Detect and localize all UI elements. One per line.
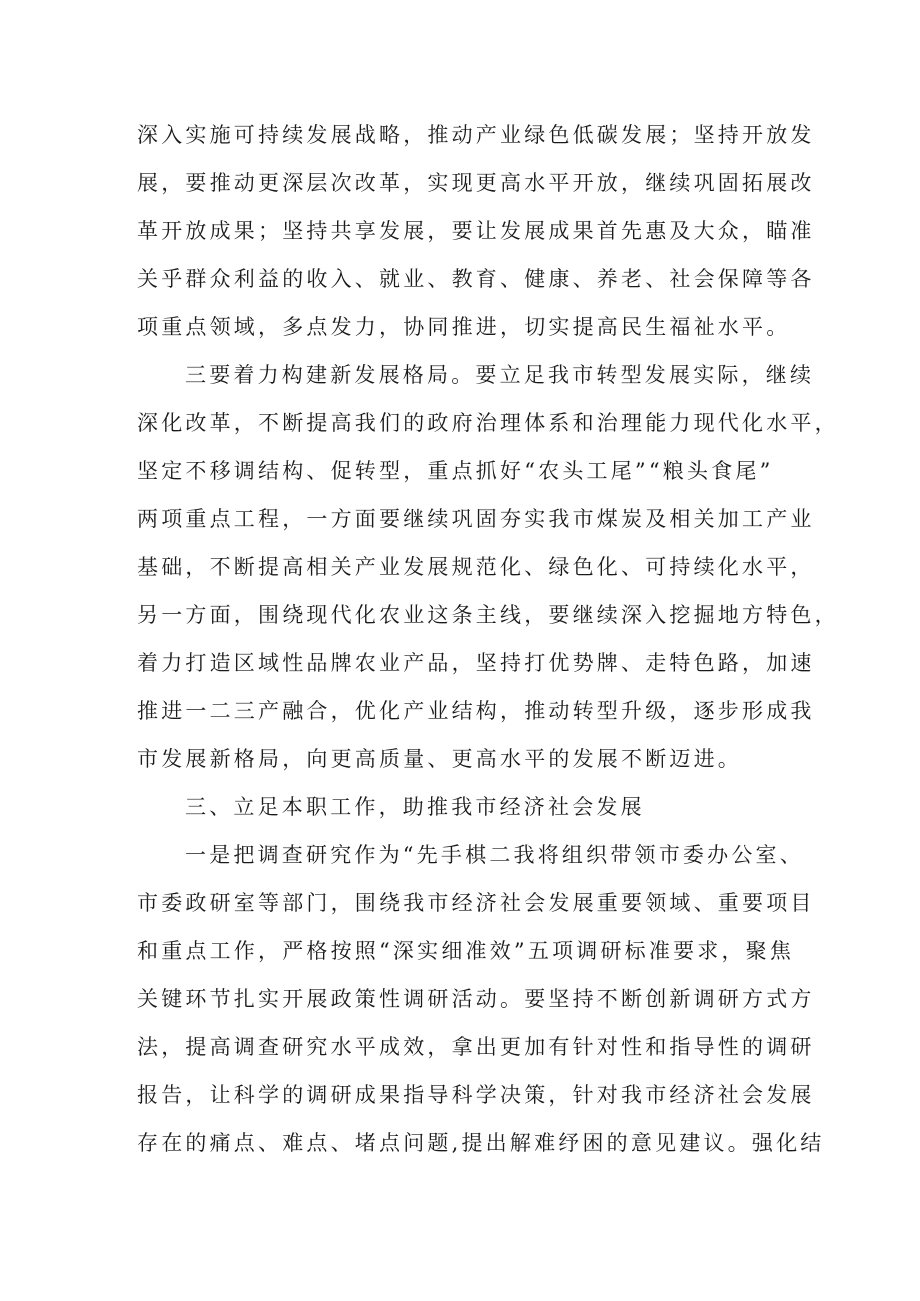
paragraph-line: 关键环节扎实开展政策性调研活动。要坚持不断创新调研方式方	[137, 987, 815, 1011]
paragraph-line: 一是把调查研究作为“先手棋二我将组织带领市委办公室、	[185, 843, 804, 867]
paragraph-line: 展，要推动更深层次改革，实现更高水平开放，继续巩固拓展改	[137, 171, 815, 195]
paragraph-line: 两项重点工程，一方面要继续巩固夯实我市煤炭及相关加工产业	[137, 507, 815, 531]
paragraph-line: 深入实施可持续发展战略，推动产业绿色低碳发展；坚持开放发	[137, 123, 815, 147]
paragraph-line: 市委政研室等部门，围绕我市经济社会发展重要领域、重要项目	[137, 891, 815, 915]
paragraph-line: 三要着力构建新发展格局。要立足我市转型发展实际，继续	[185, 363, 815, 387]
paragraph-line: 报告，让科学的调研成果指导科学决策，针对我市经济社会发展	[137, 1083, 815, 1107]
paragraph-line: 坚定不移调结构、促转型，重点抓好“农头工尾”“粮头食尾”	[137, 459, 774, 483]
paragraph-line: 革开放成果；坚持共享发展，要让发展成果首先惠及大众，瞄准	[137, 219, 815, 243]
paragraph-line: 推进一二三产融合，优化产业结构，推动转型升级，逐步形成我	[137, 699, 815, 723]
paragraph-line: 深化改革，不断提高我们的政府治理体系和治理能力现代化水平，	[137, 411, 839, 435]
paragraph-line: 法，提高调查研究水平成效，拿出更加有针对性和指导性的调研	[137, 1035, 815, 1059]
paragraph-line: 基础，不断提高相关产业发展规范化、绿色化、可持续化水平，	[137, 555, 815, 579]
paragraph-line: 市发展新格局，向更高质量、更高水平的发展不断迈进。	[137, 747, 742, 771]
paragraph-line: 存在的痛点、难点、堵点问题,提出解难纾困的意见建议。强化结	[137, 1131, 825, 1155]
section-heading: 三、立足本职工作，助推我市经济社会发展	[185, 795, 645, 819]
paragraph-line: 和重点工作，严格按照“深实细准效”五项调研标准要求，聚焦	[137, 939, 795, 963]
paragraph-line: 关乎群众利益的收入、就业、教育、健康、养老、社会保障等各	[137, 267, 815, 291]
paragraph-line: 项重点领域，多点发力，协同推进，切实提高民生福祉水平。	[137, 315, 791, 339]
paragraph-line: 另一方面，围绕现代化农业这条主线，要继续深入挖掘地方特色，	[137, 603, 839, 627]
paragraph-line: 着力打造区域性品牌农业产品，坚持打优势牌、走特色路，加速	[137, 651, 815, 675]
